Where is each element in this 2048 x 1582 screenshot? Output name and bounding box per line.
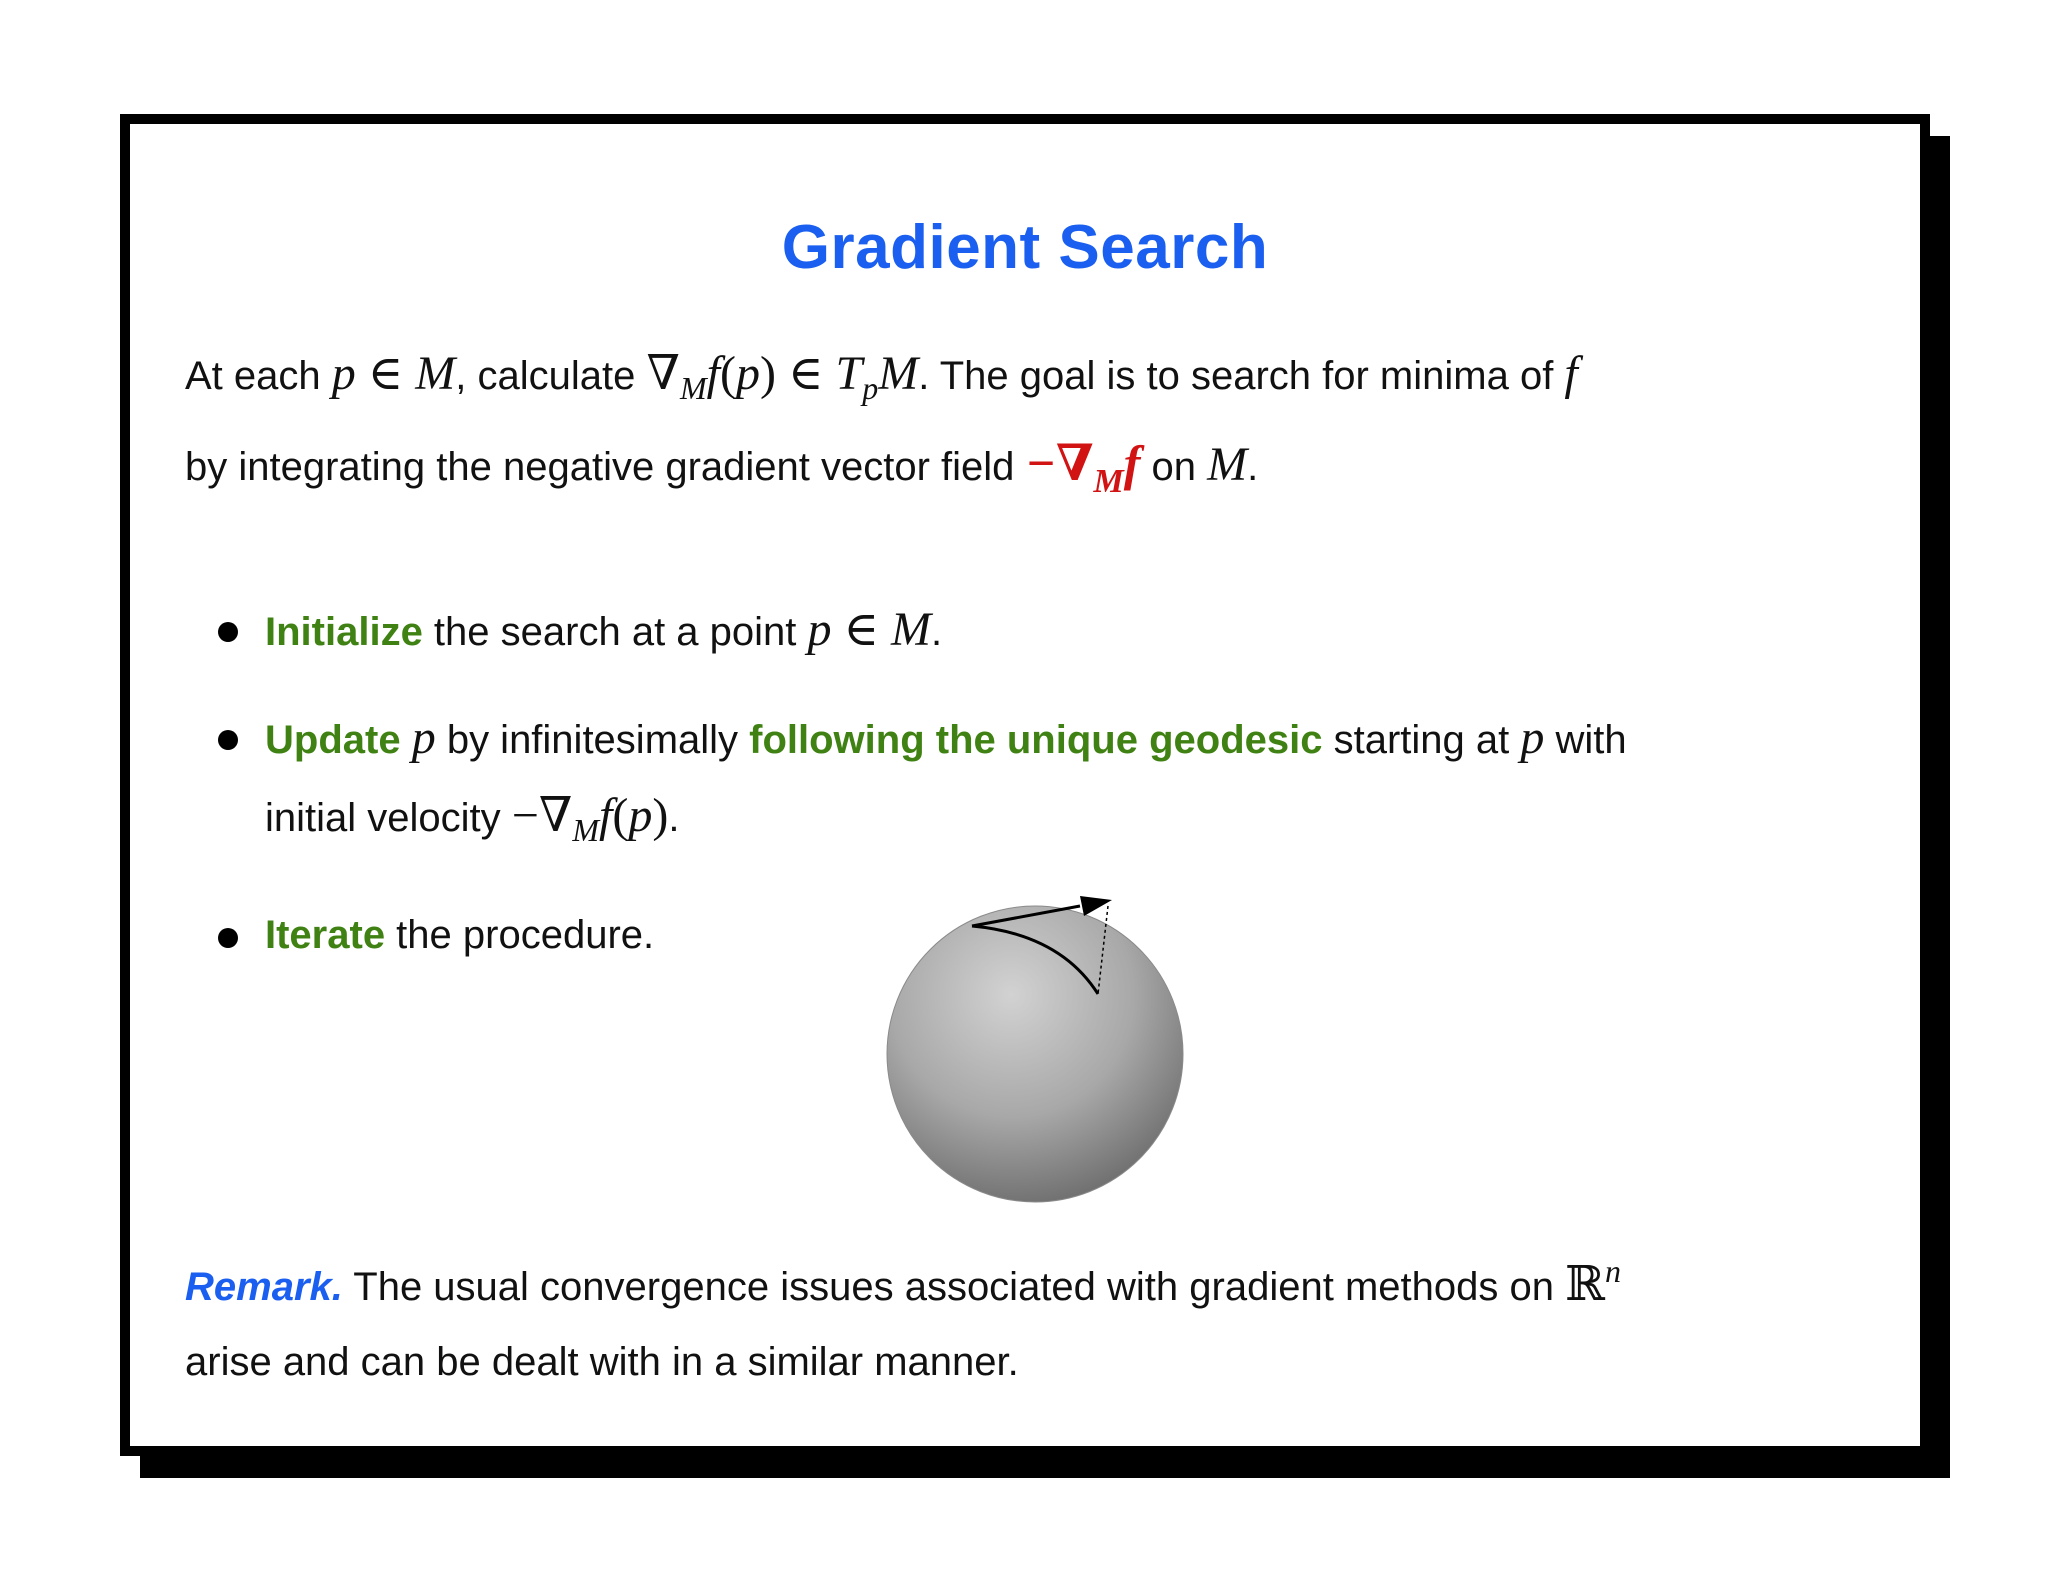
sphere-geodesic-illustration — [880, 874, 1240, 1204]
intro-line-2 — [185, 426, 1845, 519]
negative-gradient-field — [1025, 435, 1141, 500]
math-paren: ) ∈ — [760, 347, 836, 400]
intro-line-1 — [185, 336, 1845, 426]
math-superscript: n — [1604, 1253, 1621, 1289]
bullet-dot — [218, 928, 238, 948]
bullet-text: . — [668, 796, 680, 840]
sphere-figure — [880, 874, 1240, 1204]
math-gradient — [646, 347, 919, 406]
math-var: p — [1520, 711, 1545, 764]
math-subscript: M — [680, 370, 707, 406]
remark-label: Remark. — [185, 1265, 343, 1309]
list-item — [185, 592, 1845, 670]
slide-title: Gradient Search — [781, 213, 1269, 282]
bullet-text: . — [931, 610, 943, 654]
math-paren: ( — [612, 789, 629, 842]
intro-text: by integrating the negative gradient vector field — [185, 445, 1026, 489]
math-paren: ) — [652, 789, 669, 842]
bullet-text: starting at — [1322, 718, 1521, 762]
bullet-text: by infinitesimally — [435, 718, 750, 762]
nabla-symbol: ∇ — [646, 347, 681, 400]
intro-paragraph — [185, 336, 1845, 519]
math-velocity — [511, 789, 669, 848]
math-expression: p ∈ M — [807, 603, 932, 656]
keyword: Initialize — [265, 610, 423, 654]
math-subscript: p — [862, 370, 879, 406]
keyword: Iterate — [265, 913, 386, 957]
bullet-dot — [218, 622, 238, 642]
bullet-line-2 — [265, 778, 1845, 868]
bullet-text: initial velocity — [265, 796, 512, 840]
neg-nabla-symbol: −∇ — [1025, 435, 1094, 491]
math-expression: p ∈ M — [331, 347, 456, 400]
math-var: M — [878, 347, 919, 400]
intro-text: . The goal is to search for minima of — [918, 354, 1565, 398]
math-paren: ( — [720, 347, 736, 400]
remark-paragraph — [185, 1234, 1845, 1400]
intro-text: At each — [185, 354, 332, 398]
math-var: M — [1207, 438, 1248, 491]
math-var: f — [1123, 435, 1141, 491]
intro-text: , calculate — [455, 354, 647, 398]
slide-frame — [120, 114, 1930, 1456]
math-var: f — [1564, 347, 1578, 400]
keyword: Update — [265, 718, 401, 762]
bullet-dot — [218, 730, 238, 750]
neg-nabla-symbol: −∇ — [511, 789, 573, 842]
bullet-line-1 — [265, 700, 1845, 778]
math-var: p — [411, 711, 436, 764]
bullet-text: the procedure. — [385, 913, 655, 957]
keyword: following the unique geodesic — [749, 718, 1323, 762]
bullet-text: the search at a point — [422, 610, 808, 654]
math-subscript: M — [572, 812, 600, 848]
bullet-text: with — [1544, 718, 1627, 762]
remark-text: The usual convergence issues associated with gradient methods on — [342, 1265, 1566, 1309]
intro-text: . — [1247, 445, 1259, 489]
remark-line-2 — [185, 1325, 1845, 1400]
math-real-space — [1565, 1253, 1621, 1311]
math-var: p — [736, 347, 760, 400]
math-subscript: M — [1093, 463, 1124, 500]
math-var: f — [599, 789, 613, 842]
math-var: p — [628, 789, 653, 842]
math-var: f — [706, 347, 721, 400]
sphere-shape — [887, 906, 1183, 1202]
list-item — [185, 700, 1845, 868]
math-var: T — [835, 347, 863, 400]
remark-line-1 — [185, 1234, 1845, 1325]
reals-symbol: ℝ — [1565, 1258, 1605, 1311]
intro-text: on — [1140, 445, 1208, 489]
remark-text: arise and can be dealt with in a similar manner. — [185, 1340, 1019, 1384]
